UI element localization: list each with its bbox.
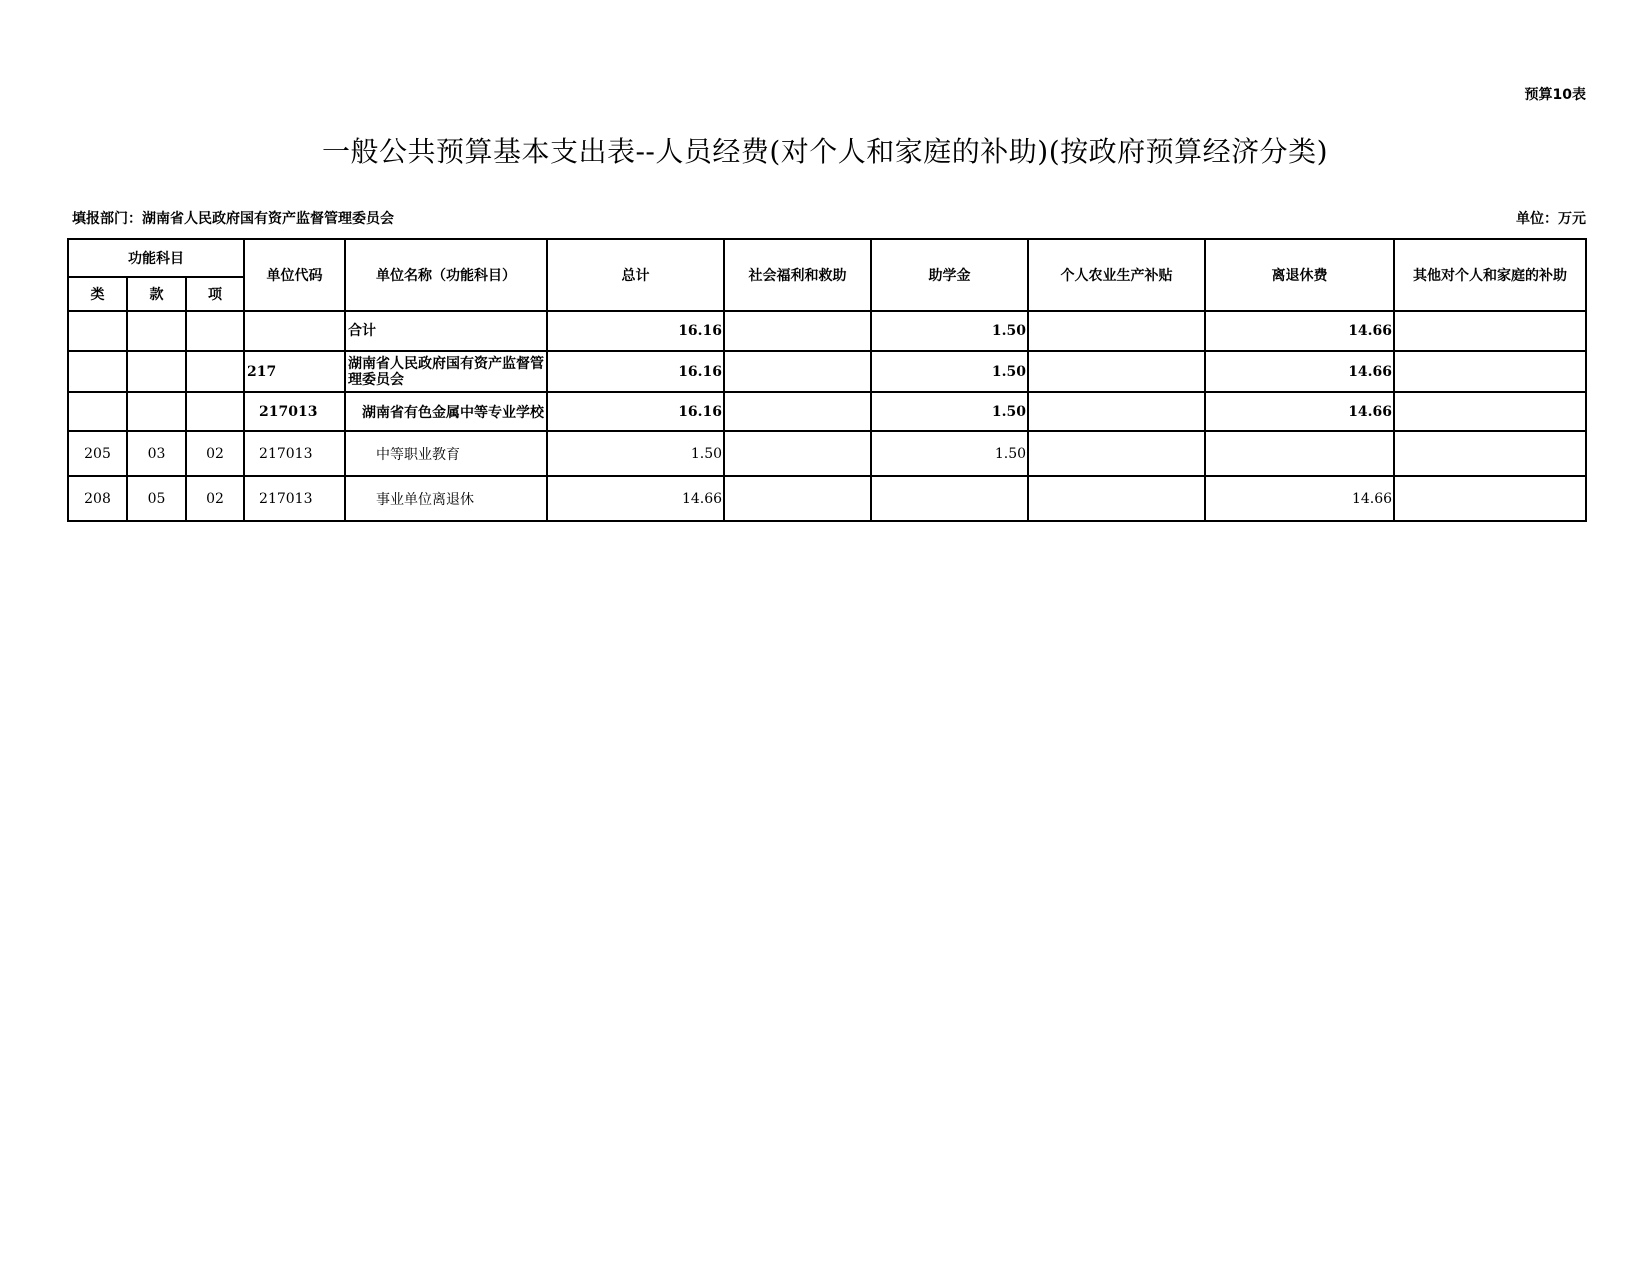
- table-row-total: [68, 311, 1586, 351]
- header-social-welfare: 社会福利和救助: [724, 239, 871, 311]
- cell-lei: 208: [68, 476, 127, 521]
- cell-social-welfare: [724, 392, 871, 431]
- table-row-department: [68, 351, 1586, 392]
- header-lei: 类: [68, 277, 127, 311]
- cell-total: 16.16: [547, 351, 724, 392]
- cell-kuan: 05: [127, 476, 186, 521]
- cell-scholarship: 1.50: [871, 392, 1028, 431]
- header-func-group: 功能科目: [68, 239, 244, 277]
- header-total: 总计: [547, 239, 724, 311]
- header-agri-subsidy: 个人农业生产补贴: [1028, 239, 1205, 311]
- cell-scholarship: [871, 476, 1028, 521]
- unit-label: 单位：万元: [1516, 211, 1586, 227]
- cell-code: 217: [244, 351, 345, 392]
- table-row: [68, 476, 1586, 521]
- cell-other: [1394, 392, 1586, 431]
- cell-other: [1394, 476, 1586, 521]
- cell-total: 14.66: [547, 476, 724, 521]
- cell-scholarship: 1.50: [871, 311, 1028, 351]
- cell-xiang: [186, 311, 244, 351]
- cell-lei: [68, 351, 127, 392]
- department-label: 填报部门：湖南省人民政府国有资产监督管理委员会: [72, 211, 394, 227]
- header-unit-code: 单位代码: [244, 239, 345, 311]
- cell-retirement: 14.66: [1205, 351, 1394, 392]
- header-other: 其他对个人和家庭的补助: [1394, 239, 1586, 311]
- header-kuan: 款: [127, 277, 186, 311]
- cell-agri-subsidy: [1028, 311, 1205, 351]
- cell-retirement: 14.66: [1205, 476, 1394, 521]
- cell-total: 1.50: [547, 431, 724, 476]
- budget-table: [67, 238, 1587, 522]
- header-row-1: [68, 239, 1586, 277]
- cell-xiang: 02: [186, 431, 244, 476]
- header-scholarship: 助学金: [871, 239, 1028, 311]
- cell-lei: 205: [68, 431, 127, 476]
- cell-xiang: 02: [186, 476, 244, 521]
- cell-xiang: [186, 392, 244, 431]
- cell-retirement: 14.66: [1205, 311, 1394, 351]
- cell-other: [1394, 311, 1586, 351]
- cell-retirement: [1205, 431, 1394, 476]
- cell-name: 合计: [345, 311, 547, 351]
- meta-row: [72, 208, 1586, 228]
- header-xiang: 项: [186, 277, 244, 311]
- cell-retirement: 14.66: [1205, 392, 1394, 431]
- cell-lei: [68, 311, 127, 351]
- cell-code: 217013: [244, 431, 345, 476]
- cell-social-welfare: [724, 351, 871, 392]
- cell-total: 16.16: [547, 311, 724, 351]
- cell-kuan: [127, 392, 186, 431]
- page-title: 一般公共预算基本支出表--人员经费(对个人和家庭的补助)(按政府预算经济分类): [321, 135, 1329, 168]
- cell-other: [1394, 351, 1586, 392]
- header-unit-name: 单位名称（功能科目）: [345, 239, 547, 311]
- cell-xiang: [186, 351, 244, 392]
- cell-social-welfare: [724, 311, 871, 351]
- cell-total: 16.16: [547, 392, 724, 431]
- cell-name: 中等职业教育: [345, 431, 547, 476]
- cell-social-welfare: [724, 431, 871, 476]
- table-row-unit: [68, 392, 1586, 431]
- cell-kuan: [127, 351, 186, 392]
- cell-code: 217013: [244, 476, 345, 521]
- cell-other: [1394, 431, 1586, 476]
- cell-agri-subsidy: [1028, 351, 1205, 392]
- cell-kuan: [127, 311, 186, 351]
- cell-scholarship: 1.50: [871, 431, 1028, 476]
- cell-name: 事业单位离退休: [345, 476, 547, 521]
- cell-scholarship: 1.50: [871, 351, 1028, 392]
- cell-name: 湖南省有色金属中等专业学校: [345, 392, 547, 431]
- cell-name: 湖南省人民政府国有资产监督管理委员会: [345, 351, 547, 392]
- cell-kuan: 03: [127, 431, 186, 476]
- sheet-number: 预算10表: [1524, 87, 1586, 103]
- header-retirement: 离退休费: [1205, 239, 1394, 311]
- cell-code: [244, 311, 345, 351]
- table-row: [68, 431, 1586, 476]
- cell-lei: [68, 392, 127, 431]
- cell-agri-subsidy: [1028, 476, 1205, 521]
- cell-code: 217013: [244, 392, 345, 431]
- cell-agri-subsidy: [1028, 392, 1205, 431]
- cell-social-welfare: [724, 476, 871, 521]
- cell-agri-subsidy: [1028, 431, 1205, 476]
